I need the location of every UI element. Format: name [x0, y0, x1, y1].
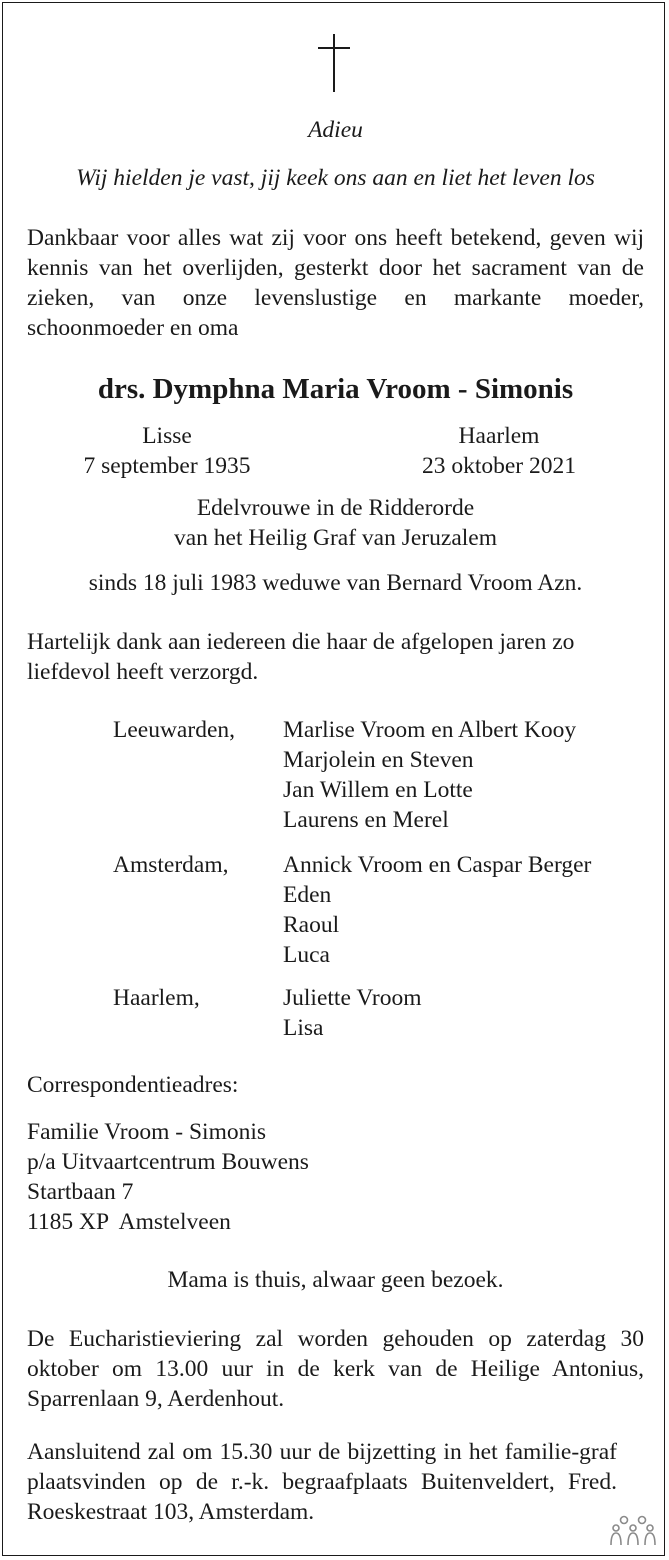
- honor-line-1: Edelvrouwe in de Ridderorde: [196, 495, 475, 521]
- death-place: Haarlem: [458, 423, 540, 449]
- family-city: Amsterdam,: [113, 852, 229, 878]
- family-names: [283, 983, 663, 1043]
- birth-date: 7 september 1935: [83, 453, 251, 479]
- widow-line: sinds 18 juli 1983 weduwe van Bernard Vroom Azn.: [88, 570, 583, 596]
- family-member: Annick Vroom en Caspar Berger: [283, 852, 592, 878]
- family-member: Jan Willem en Lotte: [283, 777, 473, 803]
- correspondence-label: Correspondentieadres:: [27, 1072, 239, 1098]
- family-member: Luca: [283, 942, 330, 968]
- family-member: Eden: [283, 882, 332, 908]
- family-names: [283, 715, 663, 835]
- intro-word: Adieu: [308, 117, 363, 143]
- family-member: Raoul: [283, 912, 340, 938]
- address-line: 1185 XP Amstelveen: [27, 1209, 231, 1235]
- family-city: Leeuwarden,: [113, 717, 235, 743]
- honor-line-2: van het Heilig Graf van Jeruzalem: [174, 525, 497, 551]
- quote: Wij hielden je vast, jij keek ons aan en liet het leven los: [76, 165, 595, 191]
- family-names: [283, 850, 663, 970]
- death-info: [369, 421, 629, 481]
- service-details: De Eucharistieviering zal worden gehouden op zaterdag 30 oktober om 13.00 uur in de kerk van de Heilige Antonius, Sparrenlaan 9, Aerdenhout.: [27, 1326, 644, 1412]
- home-note: Mama is thuis, alwaar geen bezoek.: [167, 1267, 504, 1293]
- burial-details: Aansluitend zal om 15.30 uur de bijzetting in het familie-graf plaatsvinden op de r.-k. begraafplaats Buitenveldert, Fred. Roeskestraat 103, Amsterdam.: [27, 1439, 617, 1525]
- family-member: Marjolein en Steven: [283, 747, 474, 773]
- announcement: Dankbaar voor alles wat zij voor ons heeft betekend, geven wij kennis van het overlijden, gesterkt door het sacrament van de zieken, van onze levenslustige en markante moeder, schoonmoeder en oma: [27, 225, 644, 341]
- family-member: Laurens en Merel: [283, 807, 449, 833]
- address-line: Familie Vroom - Simonis: [27, 1119, 267, 1145]
- family-member: Lisa: [283, 1015, 324, 1041]
- deceased-name: drs. Dymphna Maria Vroom - Simonis: [97, 373, 574, 405]
- death-date: 23 oktober 2021: [421, 453, 577, 479]
- family-member: Juliette Vroom: [283, 985, 422, 1011]
- family-city: Haarlem,: [113, 985, 200, 1011]
- address-line: p/a Uitvaartcentrum Bouwens: [27, 1149, 309, 1175]
- address-block: [27, 1117, 309, 1237]
- birth-info: [37, 421, 297, 481]
- cross-icon: [318, 34, 350, 94]
- thanks: Hartelijk dank aan iedereen die haar de afgelopen jaren zo liefdevol heeft verzorgd.: [27, 629, 575, 685]
- people-logo-icon: [610, 1514, 656, 1546]
- address-line: Startbaan 7: [27, 1179, 134, 1205]
- birth-place: Lisse: [142, 423, 192, 449]
- family-member: Marlise Vroom en Albert Kooy: [283, 717, 577, 743]
